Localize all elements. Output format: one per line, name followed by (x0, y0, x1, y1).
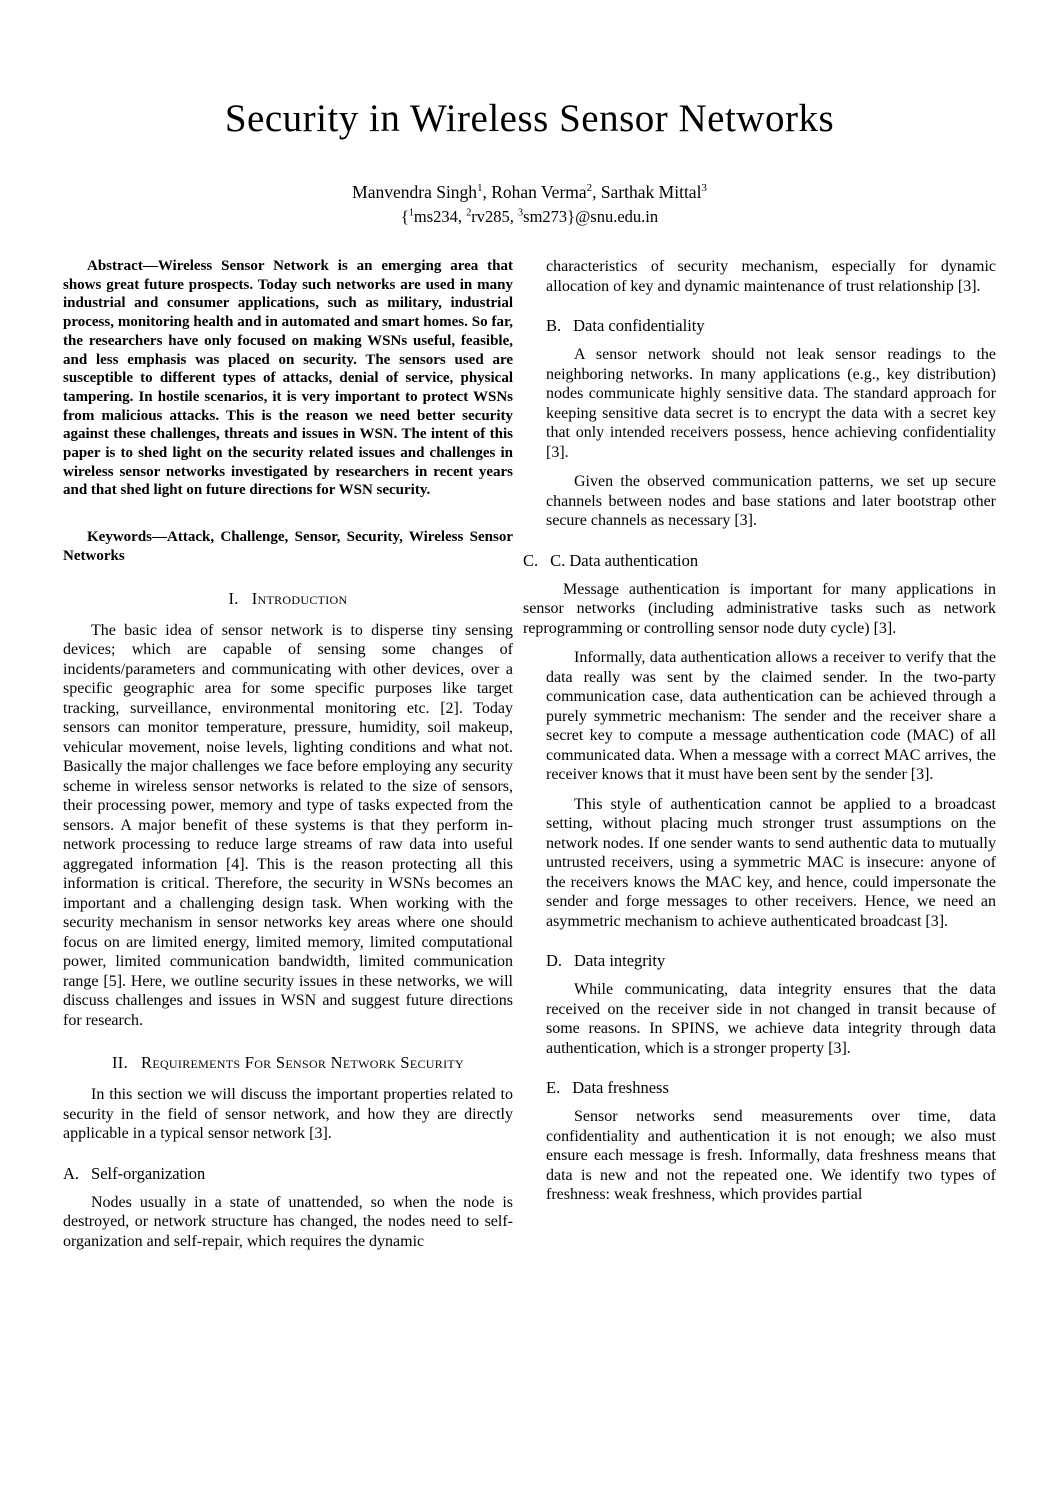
author-affiliation-mark: 2 (586, 182, 593, 195)
author-affiliation-mark: 1 (477, 182, 483, 195)
subsection-label: E. (546, 1078, 561, 1097)
email-text: rv285, (471, 207, 519, 226)
subsection-title: Self-organization (91, 1163, 206, 1183)
right-column (523, 257, 996, 1261)
subsection-title: Data confidentiality (573, 316, 705, 335)
continuation-paragraph: characteristics of security mechanism, especially for dynamic allocation of key and dynamic maintenance of trust relationship [3]. (546, 258, 996, 295)
email-text: { (400, 207, 409, 226)
email-affiliation-mark: 2 (466, 207, 472, 219)
author-name: Manvendra Singh (352, 182, 478, 202)
subsection-heading-data-integrity (546, 951, 996, 971)
paper-title: Security in Wireless Sensor Networks (224, 97, 835, 140)
body-paragraph: While communicating, data integrity ensures that the data received on the receiver side in not changed in transit because of some reasons. In SPINS, we achieve data integrity through data authentication, which is a stronger property [3]. (546, 981, 996, 1057)
two-column-body (63, 257, 996, 1261)
section-number: I. (228, 588, 239, 608)
authors-line (63, 182, 996, 203)
body-paragraph: A sensor network should not leak sensor readings to the neighboring networks. In many applications (e.g., key distribution) nodes communicate highly sensitive data. The standard approach for keeping sensitive data secret is to encrypt the data with a secret key that only intended receivers possess, hence achieving confidentiality [3]. (546, 346, 996, 461)
body-paragraph: Message authentication is important for many applications in sensor networks (including administrative tasks such as network reprogramming or controlling sensor node duty cycle) [3]. (523, 580, 996, 637)
author-affiliation-mark: 3 (701, 182, 707, 195)
body-paragraph: Sensor networks send measurements over time, data confidentiality and authentication it is not enough; we also must ensure each message is fresh. Informally, data freshness means that data is new and not the repeated one. We identify two types of freshness: weak freshness, which provides partial (546, 1108, 996, 1203)
section-title: Introduction (251, 588, 348, 608)
section-heading-requirements (63, 1053, 513, 1073)
subsection-heading-self-organization (63, 1164, 513, 1184)
subsection-label: D. (546, 951, 563, 970)
body-paragraph: Informally, data authentication allows a receiver to verify that the data really was sent by the claimed sender. In the two-party communication case, data authentication can be achieved through a purely symmetric mechanism: The sender and the receiver share a secret key to compute a message authentication code (MAC) of all communicated data. When a message with a correct MAC arrives, the receiver knows that it must have been sent by the sender [3]. (546, 649, 996, 783)
email-text: ms234, (413, 207, 467, 226)
left-column (63, 257, 513, 1261)
email-affiliation-mark: 1 (408, 207, 414, 219)
subsection-label: C. (523, 550, 539, 570)
subsection-title: Data freshness (572, 1078, 669, 1097)
subsection-label: B. (546, 316, 562, 335)
section-title: Requirements For Sensor Network Security (141, 1053, 464, 1073)
abstract-paragraph: Abstract—Wireless Sensor Network is an emerging area that shows great future prospects. Today such networks are used in many industrial and consumer applications, such as military, industrial process, monitoring health and in automated and smart homes. So far, the researchers have only focused on making WSNs useful, feasible, and less emphasis was placed on security. The sensors used are susceptible to different types of attacks, denial of service, physical tampering. In hostile scenarios, it is very important to protect WSNs from malicious attacks. This is the reason we need better security against these challenges, threats and issues in WSN. The intent of this paper is to shed light on the security related issues and challenges in wireless sensor networks investigated by researchers in recent years and that shed light on future directions for WSN security. (63, 258, 513, 499)
subsection-heading-data-confidentiality (546, 316, 996, 336)
author-name: , Rohan Verma (482, 182, 587, 202)
section-heading-introduction (63, 589, 513, 609)
body-paragraph: This style of authentication cannot be applied to a broadcast setting, without placing much stronger trust assumptions on the network nodes. If one sender wants to send authentic data to mutually untrusted receivers, using a symmetric MAC is insecure: anyone of the receivers knows the MAC key, and hence, could impersonate the sender and forge messages to other receivers. Hence, we need an asymmetric mechanism to achieve authenticated broadcast [3]. (546, 795, 996, 930)
email-text: sm273}@snu.edu.in (523, 207, 659, 226)
keywords-paragraph: Keywords—Attack, Challenge, Sensor, Security, Wireless Sensor Networks (63, 529, 513, 564)
email-affiliation-mark: 3 (518, 207, 524, 219)
body-paragraph: The basic idea of sensor network is to disperse tiny sensing devices; which are capable of sensing some changes of incidents/parameters and communicating with other devices, over a specific geographic area for some specific purposes like target tracking, surveillance, environmental monitoring etc. [2]. Today sensors can monitor temperature, pressure, humidity, soil makeup, vehicular movement, noise levels, lighting conditions and what not. Basically the major challenges we face before employing any security scheme in wireless sensor networks is related to the size of sensors, their processing power, memory and type of tasks expected from the sensors. A major benefit of these systems is that they perform in-network processing to reduce large streams of raw data into useful aggregated information [4]. This is the reason protecting all this information is critical. Therefore, the security in WSNs becomes an important and a challenging design task. When working with the security mechanism in sensor networks key areas where one should focus on are limited energy, limited memory, limited computational power, limited communication bandwidth, limited communication range [5]. Here, we outline security issues in these networks, we will discuss challenges and issues in WSN and suggest future directions for research. (63, 621, 513, 1029)
section-number: II. (112, 1053, 129, 1073)
subsection-label: A. (63, 1163, 80, 1183)
body-paragraph: In this section we will discuss the important properties related to security in the field of sensor network, and how they are directly applicable in a typical sensor network [3]. (63, 1086, 513, 1143)
subsection-heading-data-authentication (523, 551, 996, 571)
subsection-title: Data integrity (574, 951, 666, 970)
subsection-heading-data-freshness (546, 1078, 996, 1098)
subsection-title: C. Data authentication (550, 550, 699, 570)
body-paragraph: Nodes usually in a state of unattended, so when the node is destroyed, or network structure has changed, the nodes need to self-organization and self-repair, which requires the dynamic (63, 1193, 513, 1250)
email-line (63, 207, 996, 227)
author-name: , Sarthak Mittal (592, 182, 702, 202)
body-paragraph: Given the observed communication patterns, we set up secure channels between nodes and base stations and later bootstrap other secure channels as necessary [3]. (546, 473, 996, 529)
